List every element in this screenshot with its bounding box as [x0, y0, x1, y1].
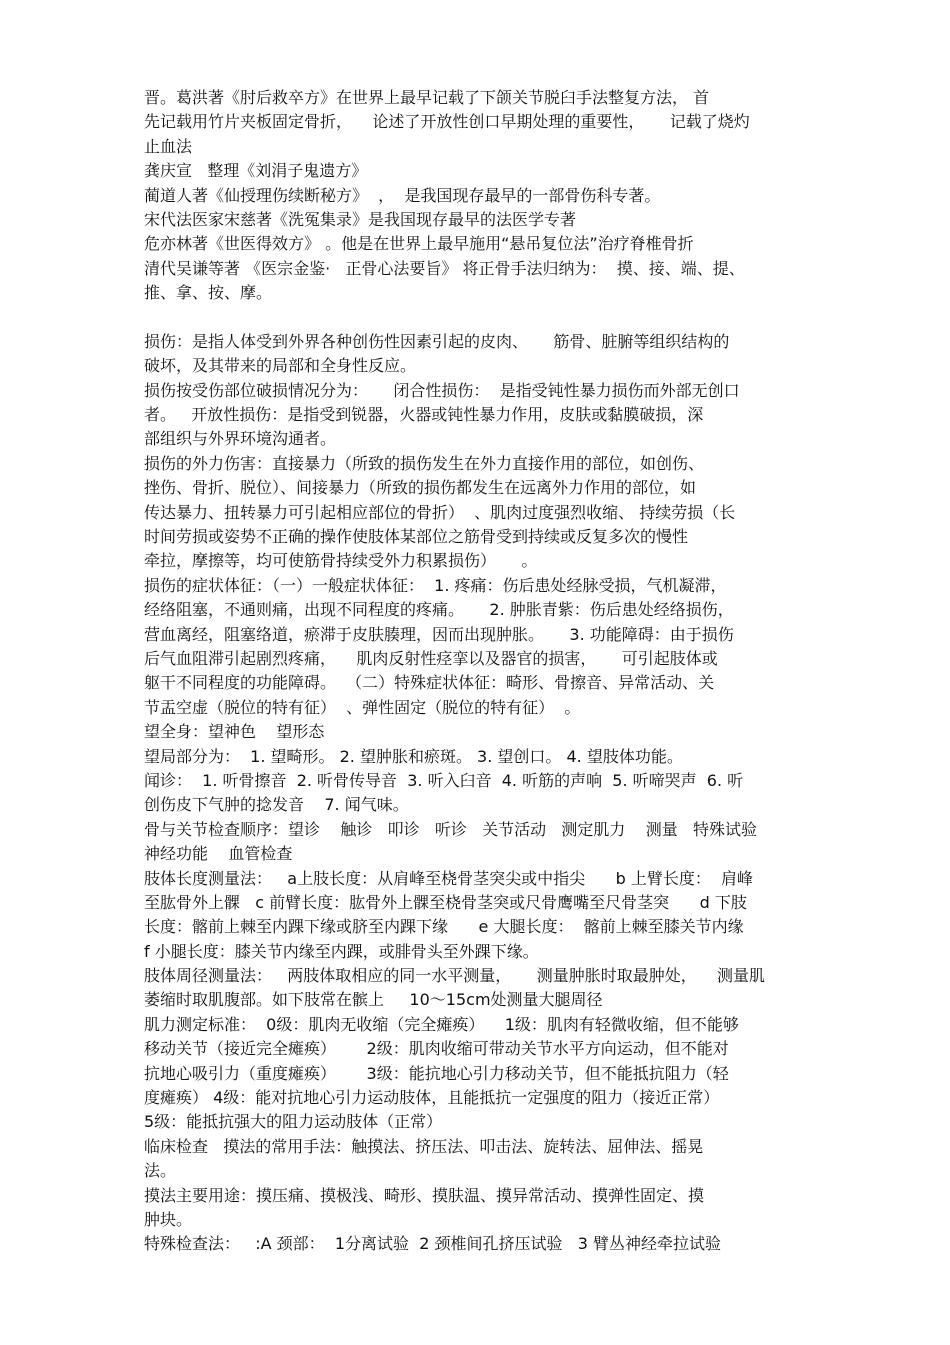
text-line: 后气血阻滞引起剧烈疼痛， 肌肉反射性痉挛以及器官的损害， 可引起肢体或	[144, 648, 718, 668]
text-line: 特殊检查法： :A 颈部： 1分离试验 2 颈椎间孔挤压试验 3 臂丛神经牵拉试验	[144, 1234, 721, 1254]
text-line: 临床检查 摸法的常用手法：触摸法、挤压法、叩击法、旋转法、屈伸法、摇晃	[144, 1136, 704, 1156]
paragraph-song-ci	[144, 208, 820, 232]
text-line: 骨与关节检查顺序：望诊 触诊 叩诊 听诊 关节活动 测定肌力 测量 特殊试验	[144, 819, 757, 839]
blank-line	[144, 306, 820, 330]
text-line: 危亦林著《世医得效方》 。他是在世界上最早施用“悬吊复位法”治疗脊椎骨折	[144, 234, 694, 254]
text-line: 时间劳损或姿势不正确的操作使肢体某部位之筋骨受到持续或反复多次的慢性	[144, 527, 689, 547]
paragraph-lin-daoren	[144, 184, 820, 208]
text-line: f 小腿长度：膝关节内缘至内踝，或腓骨头至外踝下缘。	[144, 941, 539, 961]
paragraph-palpation-methods	[144, 1135, 820, 1184]
paragraph-limb-length	[144, 867, 820, 965]
text-line: 破坏，及其带来的局部和全身性反应。	[144, 356, 417, 376]
paragraph-gong-qingxuan	[144, 159, 820, 183]
text-line: 损伤按受伤部位破损情况分为： 闭合性损伤： 是指受钝性暴力损伤而外部无创口	[144, 380, 740, 400]
text-line: 创伤皮下气肿的捻发音 7. 闻气味。	[144, 795, 409, 815]
paragraph-whole-body-inspection	[144, 720, 820, 744]
paragraph-wu-qian	[144, 257, 820, 306]
text-line: 损伤：是指人体受到外界各种创伤性因素引起的皮肉、 筋骨、脏腑等组织结构的	[144, 331, 730, 351]
text-line: 神经功能 血管检查	[144, 844, 293, 864]
paragraph-ge-hong	[144, 86, 820, 159]
text-line: 肿块。	[144, 1209, 193, 1229]
text-line: 损伤的外力伤害：直接暴力（所致的损伤发生在外力直接作用的部位，如创伤、	[144, 453, 705, 473]
paragraph-auscultation	[144, 769, 820, 818]
text-line: 传达暴力、扭转暴力可引起相应部位的骨折） 、肌肉过度强烈收缩、 持续劳损（长	[144, 502, 736, 522]
paragraph-external-force	[144, 452, 820, 574]
text-line: 营血离经，阻塞络道，瘀滞于皮肤腠理，因而出现肿胀。 3. 功能障碍：由于损伤	[144, 624, 734, 644]
text-line: 5级：能抵抗强大的阻力运动肢体（正常）	[144, 1112, 443, 1132]
paragraph-symptoms	[144, 574, 820, 720]
paragraph-local-inspection	[144, 745, 820, 769]
text-line: 肢体长度测量法： a上肢长度：从肩峰至桡骨茎突尖或中指尖 b 上臂长度： 肩峰	[144, 868, 753, 888]
text-line: 法。	[144, 1161, 177, 1181]
text-line: 止血法	[144, 136, 193, 156]
paragraph-injury-definition	[144, 330, 820, 379]
text-line: 度瘫痪） 4级：能对抗地心引力运动肢体，且能抵抗一定强度的阻力（接近正常）	[144, 1088, 720, 1108]
paragraph-wei-yilin	[144, 232, 820, 256]
text-line: 损伤的症状体征：（一）一般症状体征： 1. 疼痛：伤后患处经脉受损，气机凝滞，	[144, 575, 727, 595]
text-line: 晋。葛洪著《肘后救卒方》在世界上最早记载了下颌关节脱臼手法整复方法， 首	[144, 88, 710, 107]
paragraph-muscle-strength	[144, 1013, 820, 1135]
text-line: 望全身：望神色 望形态	[144, 722, 325, 742]
text-line: 节盂空虚（脱位的特有征） 、弹性固定（脱位的特有征） 。	[144, 697, 581, 717]
text-line: 抗地心吸引力（重度瘫痪） 3级：能抗地心引力移动关节，但不能抵抗阻力（轻	[144, 1063, 729, 1083]
text-line: 经络阻塞，不通则痛，出现不同程度的疼痛。 2. 肿胀青紫：伤后患处经络损伤，	[144, 600, 734, 620]
text-line: 长度：髂前上棘至内踝下缘或脐至内踝下缘 e 大腿长度： 髂前上棘至膝关节内缘	[144, 917, 744, 937]
text-line: 蔺道人著《仙授理伤续断秘方》 ， 是我国现存最早的一部骨伤科专著。	[144, 185, 661, 205]
paragraph-exam-order	[144, 818, 820, 867]
paragraph-injury-classification	[144, 379, 820, 452]
text-line: 萎缩时取肌腹部。如下肢常在髌上 10～15cm处测量大腿周径	[144, 990, 603, 1010]
paragraph-limb-circumference	[144, 964, 820, 1013]
text-line: 移动关节（接近完全瘫痪） 2级：肌肉收缩可带动关节水平方向运动，但不能对	[144, 1039, 729, 1059]
text-line: 挫伤、骨折、脱位）、间接暴力（所致的损伤都发生在远离外力作用的部位，如	[144, 478, 697, 498]
text-line: 至肱骨外上髁 c 前臂长度：肱骨外上髁至桡骨茎突或尺骨鹰嘴至尺骨茎突 d 下肢	[144, 892, 747, 912]
text-line: 推、拿、按、摩。	[144, 283, 273, 303]
text-line: 者。 开放性损伤：是指受到锐器，火器或钝性暴力作用，皮肤或黏膜破损，深	[144, 405, 704, 425]
text-line: 闻诊： 1. 听骨擦音 2. 听骨传导音 3. 听入臼音 4. 听筋的声响 5. 听啼哭声 6. 听	[144, 770, 744, 790]
paragraph-palpation-uses	[144, 1184, 820, 1233]
text-line: 肢体周径测量法： 两肢体取相应的同一水平测量， 测量肿胀时取最肿处， 测量肌	[144, 966, 766, 986]
text-line: 宋代法医家宋慈著《洗冤集录》是我国现存最早的法医学专著	[144, 209, 577, 229]
text-line: 望局部分为： 1. 望畸形。 2. 望肿胀和瘀斑。 3. 望创口。 4. 望肢体功能。	[144, 746, 683, 766]
text-line: 躯干不同程度的功能障碍。 （二）特殊症状体征：畸形、骨擦音、异常活动、关	[144, 673, 715, 693]
paragraph-special-exams	[144, 1232, 820, 1256]
text-line: 清代吴谦等著 《医宗金鉴· 正骨心法要旨》 将正骨手法归纳为： 摸、接、端、提、	[144, 258, 745, 278]
text-line: 先记载用竹片夹板固定骨折， 论述了开放性创口早期处理的重要性， 记载了烧灼	[144, 112, 750, 132]
text-line: 摸法主要用途：摸压痛、摸极浅、畸形、摸肤温、摸异常活动、摸弹性固定、摸	[144, 1185, 705, 1205]
text-line: 部组织与外界环境沟通者。	[144, 429, 337, 449]
text-line: 肌力测定标准： 0级：肌肉无收缩（完全瘫痪） 1级：肌肉有轻微收缩，但不能够	[144, 1014, 739, 1034]
text-line: 牵拉，摩擦等，均可使筋骨持续受外力积累损伤） 。	[144, 551, 538, 571]
text-line: 龚庆宣 整理《刘涓子鬼遗方》	[144, 161, 368, 181]
